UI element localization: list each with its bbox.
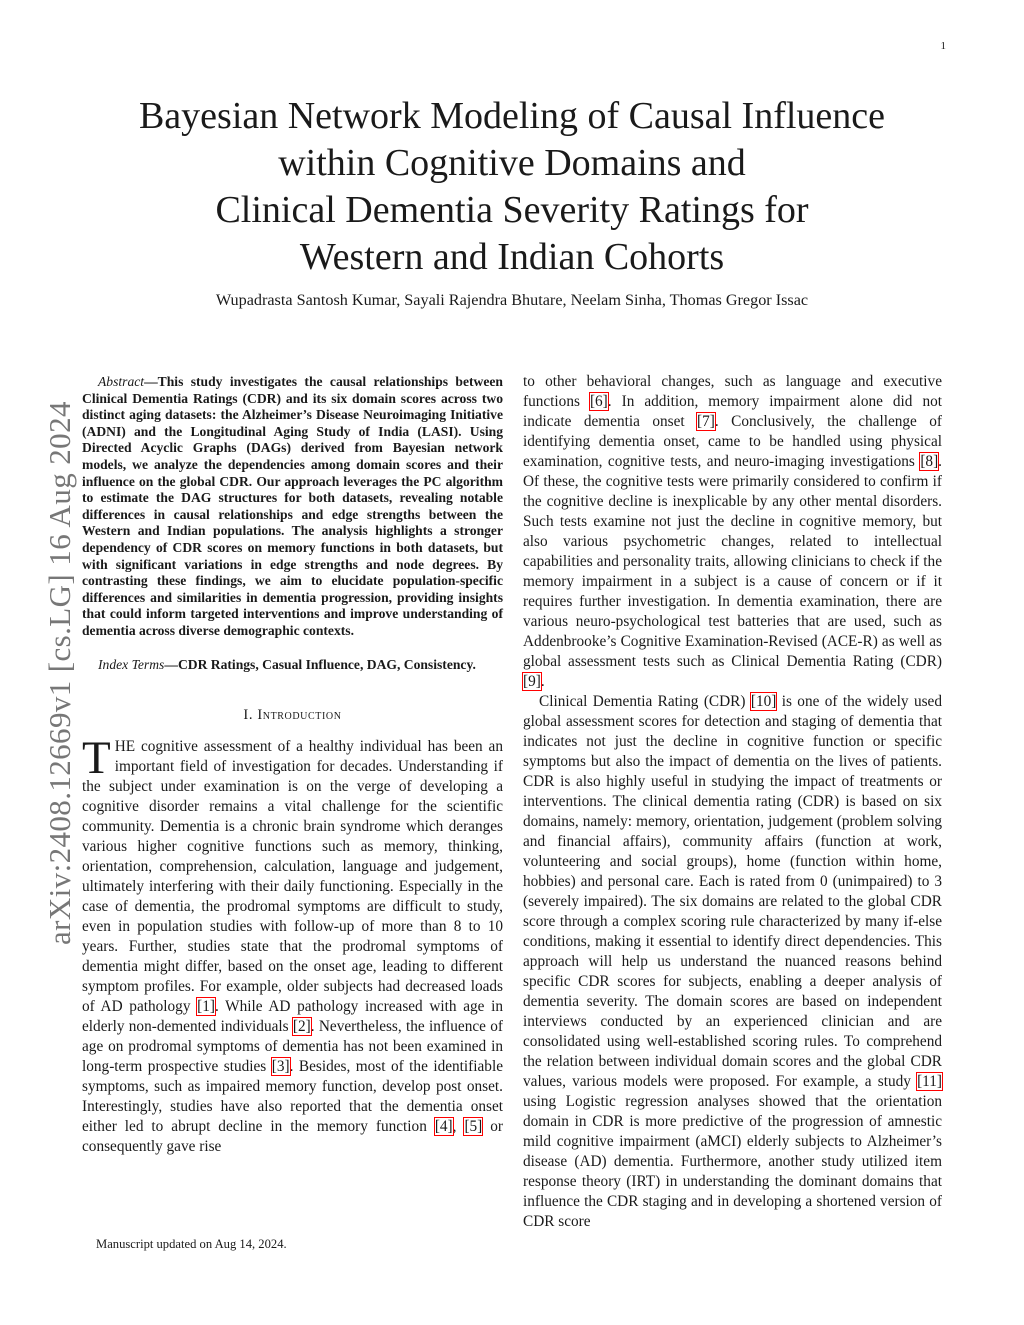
citation-link[interactable]: [3] bbox=[271, 1058, 290, 1076]
body-text: using Logistic regression analyses showed that the orientation domain in CDR is more predictive of the progression of amnestic mild cognitive impairment (aMCI) elderly subjects to Alzheimer’s disease (AD) dementia. Furthermore, another study utilized item response theory (IRT) in understanding the dominant domains that influence the CDR staging and in developing a shortened version of CDR score bbox=[523, 1093, 942, 1230]
body-text: . bbox=[540, 673, 545, 690]
body-text: is one of the widely used global assessment scores for detection and staging of dementia that indicates not just the decline in cognitive function or specific symptoms but also the impact of dementia on the lives of patients. CDR is also highly useful in studying the impact of treatments or interventions. The clinical dementia rating (CDR) is based on six domains, namely: memory, orientation, judgement (problem solving and financial affairs), community affairs (function at work, volunteering and social groups), home (function within home, hobbies) and personal care. Each is rated from 0 (unimpaired) to 3 (severely impaired). The six domains are related to the global CDR score through a complex scoring rule characterized by many if-else conditions, making it essential to identify direct dependencies. This approach will help us understand the nuanced reasons behind specific CDR scores for subjects, enabling a deeper analysis of dementia severity. The domain scores are based on independent interviews conducted by an experienced clinician and are consolidated using well-established scoring rules. To comprehend the relation between individual domain scores and the global CDR values, various models were proposed. For example, a study bbox=[523, 693, 942, 1090]
title-line: Clinical Dementia Severity Ratings for bbox=[215, 189, 809, 231]
footnote: Manuscript updated on Aug 14, 2024. bbox=[96, 1237, 287, 1251]
left-column bbox=[82, 374, 503, 1157]
citation-link[interactable]: [8] bbox=[920, 453, 939, 470]
intro-text: . Besides, most of the identifiable symptoms, such as impaired memory function, develop post onset. Interestingly, studies have also reported that the dementia onset either led to abrupt decline in the memory function bbox=[82, 1058, 503, 1136]
citation-link[interactable]: [7] bbox=[697, 413, 715, 430]
citation-link[interactable]: [10] bbox=[750, 693, 777, 710]
author-list: Wupadrasta Santosh Kumar, Sayali Rajendra Bhutare, Neelam Sinha, Thomas Gregor Issac bbox=[215, 291, 809, 309]
intro-text: . While AD pathology increased with age in elderly non-demented individuals bbox=[82, 998, 503, 1036]
citation-link[interactable]: [11] bbox=[917, 1073, 942, 1090]
citation-link[interactable]: [6] bbox=[589, 393, 608, 410]
section-number: I. bbox=[243, 707, 254, 724]
section-title: Introduction bbox=[257, 707, 342, 724]
arxiv-identifier[interactable]: arXiv:2408.12669v1 [cs.LG] 16 Aug 2024 bbox=[42, 401, 77, 945]
intro-text: HE cognitive assessment of a healthy individual has been an important field of investigation for decades. Understanding if the subject under examination is on the verge of developing a cognitive disorder remains a vital challenge for the scientific community. Dementia is a chronic brain syndrome which deranges various higher cognitive functions such as memory, thinking, orientation, comprehension, calculation, language and judgement, ultimately interfering with their daily functioning. Especially in the case of dementia, the prodromal symptoms are difficult to study, even in population studies with follow-up of more than 8 to 10 years. Further, studies state that the prodromal symptoms of dementia might differ, based on the onset age, leading to different symptom profiles. For example, older subjects had decreased loads of AD pathology bbox=[82, 738, 503, 1016]
index-terms-label: Index Terms bbox=[98, 656, 165, 672]
citation-link[interactable]: [9] bbox=[523, 673, 541, 690]
title-line: Western and Indian Cohorts bbox=[299, 236, 725, 278]
abstract: Abstract—This study investigates the causal relationships between Clinical Dementia Ratings (CDR) and its six domain scores across two distinct aging datasets: the Alzheimer’s Disease Neuroimaging Initiative (ADNI) and the Longitudinal Aging Study of India (LASI). Using Directed Acyclic Graphs (DAGs) derived from Bayesian network models, we analyze the dependencies among domain scores and their influence on the global CDR. Our approach leverages the PC algorithm to estimate the DAG structures for both datasets, revealing notable differences in causal relationships and edge strengths between the Western and Indian populations. The analysis highlights a stronger dependency of CDR scores on memory functions in both datasets, but with significant variations in edge strengths and node degrees. By contrasting these findings, we aim to elucidate population-specific differences and similarities in dementia progression, providing insights that could inform targeted interventions and improve understanding of dementia across diverse demographic contexts. bbox=[82, 374, 503, 638]
body-text: to other behavioral changes, such as language and executive functions bbox=[523, 373, 942, 410]
index-terms: Index Terms—CDR Ratings, Casual Influence, DAG, Consistency. bbox=[98, 656, 476, 672]
citation-link[interactable]: [2] bbox=[292, 1018, 311, 1036]
body-text: . Of these, the cognitive tests were primarily considered to confirm if the cognitive decline is inexplicable by any other mental disorders. Such tests examine not just the decline in cognitive memory, but also various psychometric changes, related to intellectual capabilities and personality traits, allowing clinicians to check if the memory impairment in a subject is a cause of concern or if it requires further investigation. In dementia examination, there are various neuro-psychological test batteries that are used, such as Addenbrooke’s Cognitive Examination-Revised (ACE-R) as well as global assessment tests such as Clinical Dementia Rating (CDR) bbox=[523, 453, 942, 670]
intro-text: or consequently gave rise bbox=[82, 1118, 503, 1156]
citation-link[interactable]: [1] bbox=[197, 998, 215, 1016]
body-text: . Conclusively, the challenge of identifying dementia onset, came to be handled using physical examination, cognitive tests, and neuro-imaging investigations bbox=[523, 413, 942, 470]
body-text: . In addition, memory impairment alone did not indicate dementia onset bbox=[523, 393, 942, 430]
body-paragraph bbox=[523, 372, 942, 692]
index-terms-text: CDR Ratings, Casual Influence, DAG, Consistency. bbox=[177, 656, 476, 672]
intro-text: , bbox=[452, 1118, 465, 1136]
drop-cap: T bbox=[82, 732, 111, 785]
body-paragraph bbox=[523, 692, 942, 1232]
title-line: within Cognitive Domains and bbox=[278, 142, 746, 184]
title-line: Bayesian Network Modeling of Causal Influence bbox=[138, 95, 886, 137]
paper-title bbox=[70, 93, 954, 281]
body-text: Clinical Dementia Rating (CDR) bbox=[539, 693, 751, 710]
citation-link[interactable]: [4] bbox=[434, 1118, 453, 1136]
page-number: 1 bbox=[940, 40, 946, 52]
abstract-label: Abstract bbox=[98, 374, 145, 389]
citation-link[interactable]: [5] bbox=[464, 1118, 483, 1136]
section-heading bbox=[82, 705, 503, 725]
intro-text: . Nevertheless, the influence of age on prodromal symptoms of dementia has not been examined in long-term prospective studies bbox=[82, 1018, 503, 1076]
intro-paragraph bbox=[82, 732, 503, 1157]
abstract-text: This study investigates the causal relationships between Clinical Dementia Ratings (CDR) and its six domain scores across two distinct aging datasets: the Alzheimer’s Disease Neuroimaging Initiative (ADNI) and the Longitudinal Aging Study of India (LASI). Using Directed Acyclic Graphs (DAGs) derived from Bayesian network models, we analyze the dependencies among domain scores and their influence on the global CDR. Our approach leverages the PC algorithm to estimate the DAG structures for both datasets, revealing notable differences in causal relationships and edge strengths between the Western and Indian populations. The analysis highlights a stronger dependency of CDR scores on memory functions in both datasets, but with significant variations in edge strengths and node degrees. By contrasting these findings, we aim to elucidate population-specific differences and similarities in dementia progression, providing insights that could inform targeted interventions and improve understanding of dementia across diverse demographic contexts. bbox=[82, 374, 503, 638]
right-column bbox=[523, 372, 942, 1232]
